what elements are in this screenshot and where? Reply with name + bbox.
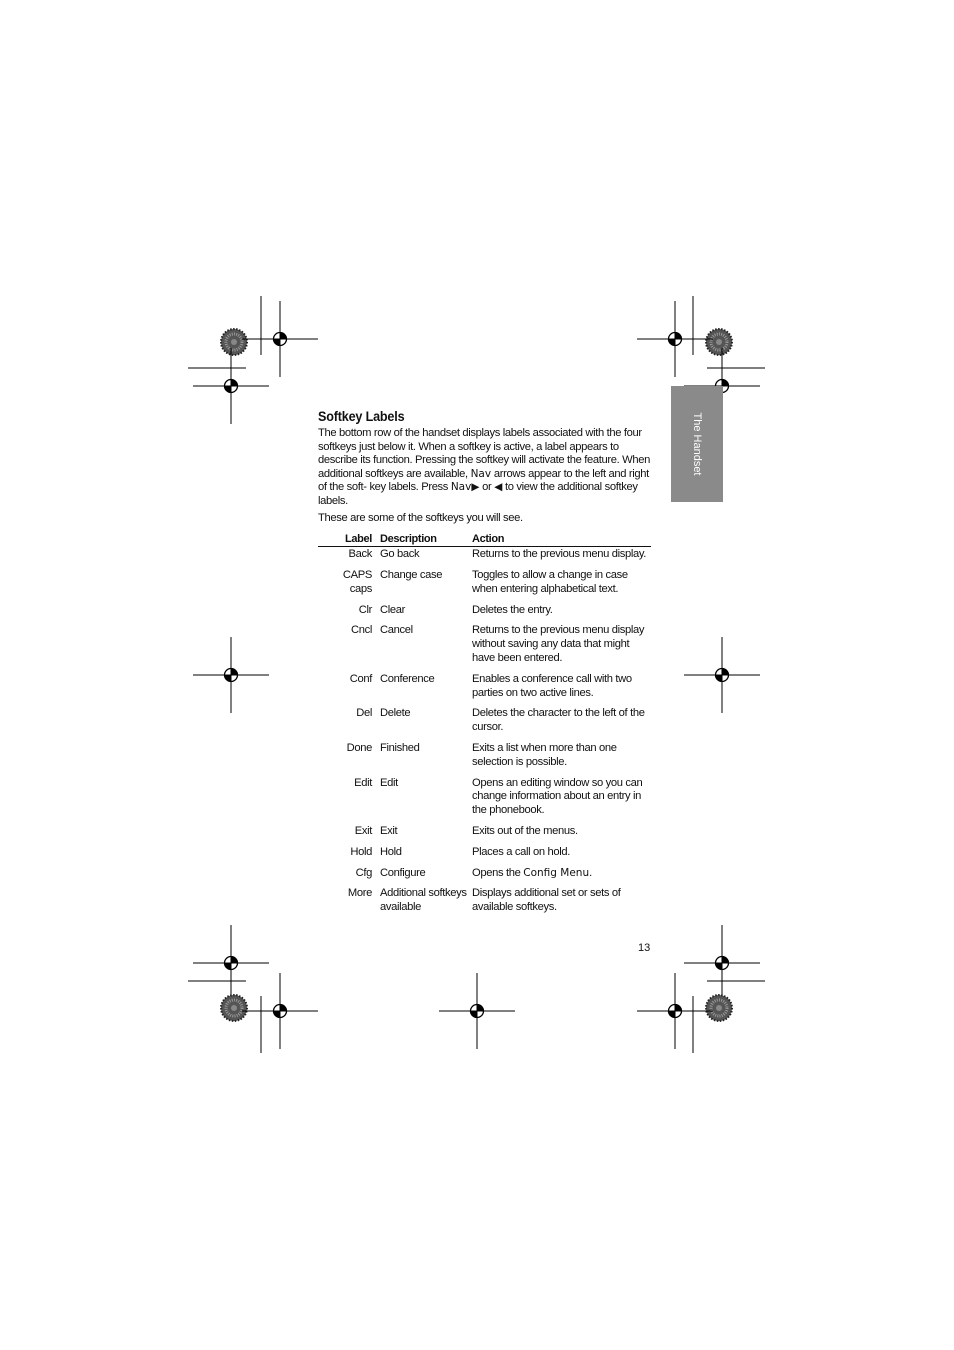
softkey-label: Cncl: [351, 624, 372, 637]
intro-line-6: key labels. Press: [369, 481, 449, 494]
table-header-row: [318, 531, 651, 547]
softkey-description: Edit: [380, 776, 398, 789]
table-row: [318, 777, 651, 825]
table-row: [318, 825, 651, 846]
softkey-action: Returns to the previous menu display without saving any data that might have been entered.: [472, 624, 645, 664]
action-text: Opens the: [472, 866, 521, 879]
header-description: Description: [380, 531, 472, 547]
softkey-label: Conf: [349, 672, 372, 685]
softkey-label: [318, 569, 380, 604]
softkey-action: Opens an editing window so you can change information about an entry in the phonebook.: [472, 776, 643, 817]
softkey-action: [472, 867, 651, 888]
page-number: 13: [638, 942, 651, 954]
table-row: [318, 887, 651, 922]
side-tab-label: The Handset: [691, 412, 703, 476]
softkey-action: Exits out of the menus.: [472, 824, 578, 837]
softkey-description: Cancel: [380, 624, 413, 637]
table-row: [318, 846, 651, 867]
intro-line-5: arrows appear to the left and right of the soft-: [318, 467, 649, 494]
softkey-label: Back: [348, 548, 372, 561]
softkey-description: Conference: [380, 672, 435, 685]
intro-line-4: softkeys are available,: [365, 467, 468, 480]
softkey-label-upper: CAPS: [342, 568, 372, 581]
table-row: [318, 742, 651, 777]
softkey-label: Clr: [358, 603, 372, 616]
action-end: .: [589, 866, 592, 879]
softkey-label: More: [347, 887, 372, 900]
content-column: [318, 408, 652, 922]
softkey-action: Exits a list when more than one selection is possible.: [472, 741, 617, 768]
softkey-description: Go back: [380, 548, 420, 561]
softkey-description: Exit: [380, 824, 398, 837]
softkey-description: Delete: [380, 707, 411, 720]
header-action: Action: [472, 531, 651, 547]
intro-line-7: to view the additional softkey labels.: [318, 481, 638, 507]
softkey-note: These are some of the softkeys you will see.: [318, 511, 523, 524]
softkey-description: Clear: [380, 603, 405, 616]
intro-or: or: [482, 481, 492, 494]
intro-line-1: The bottom row of the handset displays labels associated with the four: [318, 427, 642, 439]
softkey-description: Configure: [380, 866, 426, 879]
header-label: Label: [318, 531, 380, 547]
softkey-label: Cfg: [355, 866, 372, 879]
table-row: [318, 707, 651, 742]
nav-right-key: Nav▶: [450, 481, 480, 494]
softkey-action: Deletes the character to the left of the cursor.: [472, 707, 645, 734]
softkey-action: Returns to the previous menu display.: [472, 548, 647, 561]
table-row: [318, 673, 651, 708]
table-row: [318, 569, 651, 604]
table-row: [318, 547, 651, 569]
softkey-label-lower: caps: [349, 582, 372, 595]
config-menu-key: Config Menu: [523, 866, 590, 879]
softkey-action: Enables a conference call with two parties on two active lines.: [472, 672, 632, 699]
softkey-label: Done: [346, 741, 372, 754]
intro-paragraph: [318, 427, 652, 509]
softkey-action: Toggles to allow a change in case when entering alphabetical text.: [472, 568, 628, 595]
softkey-description: Hold: [380, 845, 402, 858]
intro-line-3: its function. Pressing the softkey will activate the feature. When additional: [318, 454, 650, 480]
section-heading: Softkey Labels: [318, 408, 405, 424]
nav-key-text: Nav: [470, 467, 492, 480]
softkey-label: Hold: [350, 845, 372, 858]
nav-left-key: ◀: [494, 481, 503, 494]
softkey-description: Change case: [380, 568, 443, 581]
softkey-label: Edit: [354, 776, 372, 789]
softkey-table: [318, 531, 651, 922]
table-row: [318, 624, 651, 672]
softkey-description: Additional softkeys available: [380, 887, 467, 914]
table-row: [318, 867, 651, 888]
softkey-action: Places a call on hold.: [472, 845, 571, 858]
softkey-label: Exit: [354, 824, 372, 837]
table-row: [318, 604, 651, 625]
softkey-description: Finished: [380, 741, 420, 754]
section-side-tab: [671, 386, 723, 502]
softkey-action: Displays additional set or sets of available softkeys.: [472, 887, 621, 914]
intro-line-2: softkeys just below it. When a softkey is active, a label appears to describe: [318, 440, 619, 467]
softkey-action: Deletes the entry.: [472, 603, 553, 616]
softkey-label: Del: [356, 707, 372, 720]
